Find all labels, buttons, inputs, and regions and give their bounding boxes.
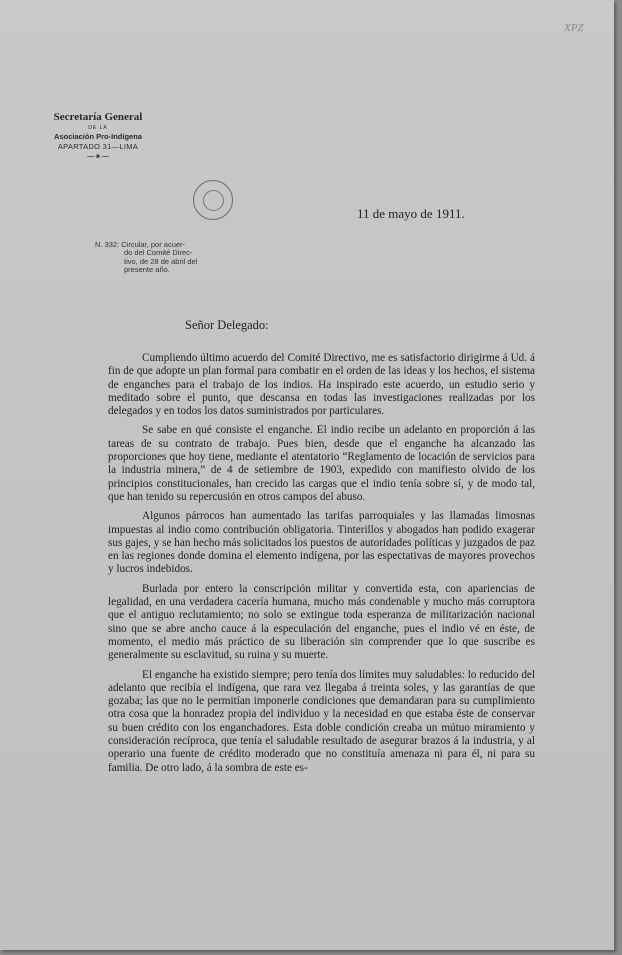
body-paragraph: Algunos párrocos han aumentado las tarifas parroquiales y las llamadas limosnas impuestas al indio como contribución obligatoria. Tinterillos y abogados han podido exagerar sus gajes, y se han hecho más solicitados los puestos de autoridades políticas y juzgados de paz en las regiones donde domina el elemento indígena, por las espectativas de mayores provechos y lucros indebidos. [108,510,535,576]
letterhead-association: Asociación Pro-Indígena [54,131,142,141]
salutation: Señor Delegado: [185,318,269,332]
body-paragraph: Cumpliendo último acuerdo del Comité Directivo, me es satisfactorio dirigirme á Ud. á fin de que adopte un plan formal para combatir en el orden de las ideas y los hechos, el sistema de enganches para el trabajo de los indios. Ha inspirado este acuerdo, un estudio serio y meditado sobre el punto, que descansa en todas las investigaciones realizadas por los delegados y en todos los datos suministrados por particulares. [108,352,535,418]
body-paragraph: El enganche ha existido siempre; pero tenía dos límites muy saludables: lo reducido del adelanto que recibía el indígena, que rara vez llegaba á treinta soles, y las garantías de que gozaba; las que no le permitían imponerle condiciones que demandaran para su cumplimiento otra cosa que la honradez propia del individuo y la necesidad en que estaba éste de conservar su buen crédito con los enganchadores. Esta doble condición creaba un mútuo miramiento y consideración recíproca, que tenía el saludable resultado de asegurar brazos á la industria, y al operario una fuente de crédito moderado que no constituía amenaza ni para él, ni para su familia. De otro lado, á la sombra de este es- [108,668,535,774]
ornament-icon: ⁓⁕⁓ [86,151,110,161]
body-paragraph: Se sabe en qué consiste el enganche. El indio recibe un adelanto en proporción á las tareas de su contrato de trabajo. Pues bien, desde que el enganche ha alcanzado las proporciones que hoy tiene, mediante el atentatorio “Reglamento de locación de servicios para la industria minera,” de 4 de setiembre de 1903, expedido con manifiesto olvido de los principios constitucionales, han crecido las cargas que el indio tenía sobre sí, y de modo tal, que han tenido su repercusión en otros campos del abuso. [108,424,535,503]
letterhead [36,112,160,161]
circular-reference [95,241,205,275]
corner-annotation: XPZ [564,22,584,34]
letterhead-de-la: DE LA [88,124,108,131]
circular-reference-rest: do del Comité Direc- tivo, de 28 de abril del presente año. [124,248,198,275]
circular-reference-line1: N. 332: Circular, por acuer- [95,240,186,249]
letter-body [108,352,535,775]
letterhead-title: Secretaría General [53,111,143,123]
letter-date: 11 de mayo de 1911. [357,206,465,221]
library-stamp-icon [193,180,233,220]
letterhead-address: APARTADO 31—LIMA [57,141,139,151]
body-paragraph: Burlada por entero la conscripción militar y convertida esta, con apariencias de legalidad, en una verdadera cacería humana, mucho más condenable y mucho más corruptora que el antiguo reclutamiento; no solo se extingue toda esperanza de militarización nacional sino que se abre ancho cauce á la especulación del enganche, pues el indio vé en éste, de momento, el medio más práctico de su liberación sin comprender que lo que suscribe es generalmente su esclavitud, su ruina y su muerte. [108,582,535,662]
